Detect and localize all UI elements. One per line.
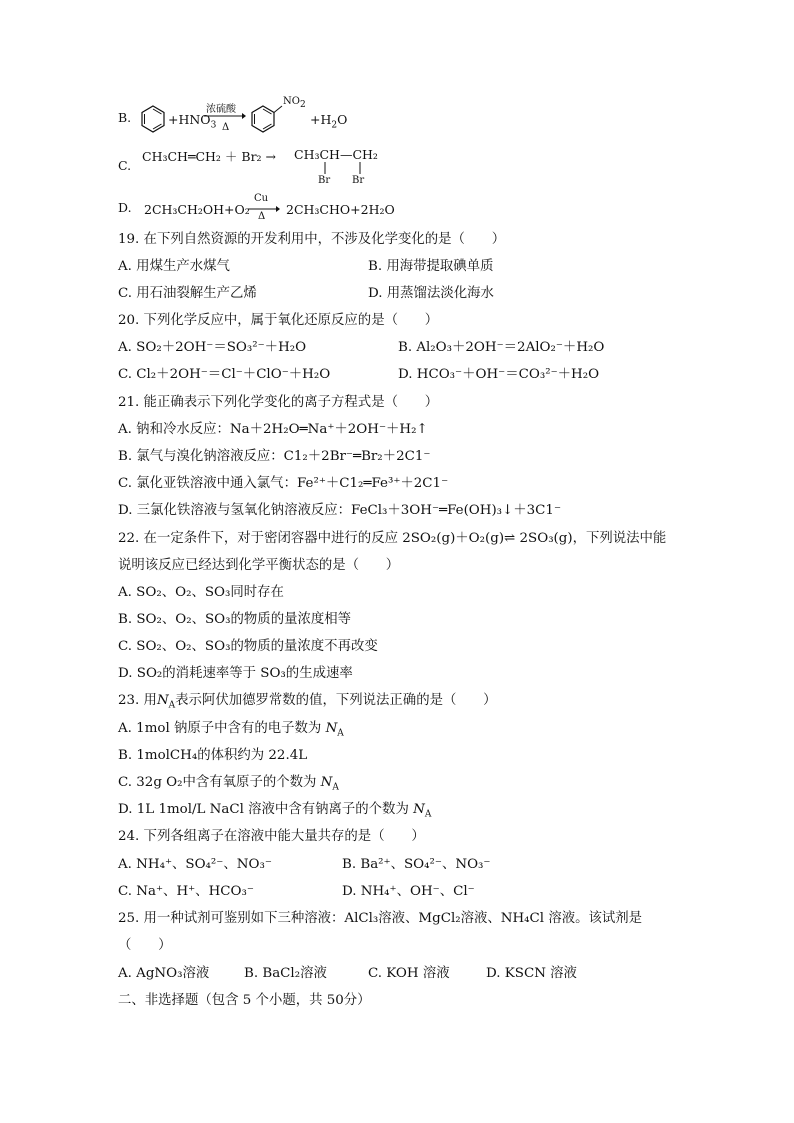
question-21-option-a: A. 钠和冷水反应：Na＋2H₂O═Na⁺＋2OH⁻＋H₂↑ xyxy=(118,422,428,437)
reaction-b-condition-top: 浓硫酸 xyxy=(206,104,236,115)
question-24-option-b: B. Ba²⁺、SO₄²⁻、NO₃⁻ xyxy=(342,857,491,872)
reaction-d-label: D. xyxy=(118,200,132,215)
question-23-option-b: B. 1molCH₄的体积约为 22.4L xyxy=(118,748,308,763)
reaction-c-label: C. xyxy=(118,158,132,173)
reaction-b-label: B. xyxy=(118,110,132,125)
question-20-option-d: D. HCO₃⁻＋OH⁻＝CO₃²⁻＋H₂O xyxy=(398,367,600,382)
reaction-d-reactant: 2CH₃CH₂OH+O₂ xyxy=(144,202,250,217)
reaction-b-product: $+H_2O$ xyxy=(310,112,348,131)
benzene-ring-icon xyxy=(138,104,168,134)
question-22-option-a: A. SO₂、O₂、SO₃同时存在 xyxy=(118,585,284,600)
question-22-stem: 22. 在一定条件下，对于密闭容器中进行的反应 2SO₂(g)＋O₂(g)⇌ 2SO₃(g)，下列说法中能 xyxy=(118,531,667,546)
reaction-b-reactant: $+HNO_3$ xyxy=(168,112,217,131)
question-19-option-a: A. 用煤生产水煤气 xyxy=(118,259,230,274)
reaction-b-arrow-icon xyxy=(204,112,246,120)
question-19-option-c: C. 用石油裂解生产乙烯 xyxy=(118,286,257,301)
question-25-option-b: B. BaCl₂溶液 xyxy=(244,966,327,981)
question-24-stem: 24. 下列各组离子在溶液中能大量共存的是（ ） xyxy=(118,829,425,844)
section-2-heading: 二、非选择题（包含 5 个小题，共 50分） xyxy=(118,993,371,1008)
reaction-d-product: 2CH₃CHO+2H₂O xyxy=(286,202,395,217)
question-22-option-d: D. SO₂的消耗速率等于 SO₃的生成速率 xyxy=(118,666,353,681)
question-25-stem-cont: （ ） xyxy=(118,938,172,953)
question-23-option-d: D. 1L 1mol/L NaCl 溶液中含有钠离子的个数为 $N_A$ xyxy=(118,802,432,820)
reaction-c-bonds-icon xyxy=(294,160,384,176)
question-22-option-b: B. SO₂、O₂、SO₃的物质的量浓度相等 xyxy=(118,612,352,627)
question-24-option-d: D. NH₄⁺、OH⁻、Cl⁻ xyxy=(342,884,475,899)
question-21-stem: 21. 能正确表示下列化学变化的离子方程式是（ ） xyxy=(118,395,439,410)
question-25-option-a: A. AgNO₃溶液 xyxy=(118,966,210,981)
question-19-option-d: D. 用蒸馏法淡化海水 xyxy=(368,286,494,301)
question-22-stem-cont: 说明该反应已经达到化学平衡状态的是（ ） xyxy=(118,558,400,573)
question-21-option-b: B. 氯气与溴化钠溶液反应：C1₂＋2Br⁻═Br₂＋2C1⁻ xyxy=(118,449,431,464)
question-23-option-c: C. 32g O₂中含有氧原子的个数为 $N_A$ xyxy=(118,775,339,793)
question-19-option-b: B. 用海带提取碘单质 xyxy=(368,259,494,274)
reaction-c-reactant: CH₃CH═CH₂ ＋ Br₂ → xyxy=(142,149,277,164)
question-21-option-c: C. 氯化亚铁溶液中通入氯气：Fe²⁺＋C1₂═Fe³⁺＋2C1⁻ xyxy=(118,476,449,491)
reaction-d-condition-top: Cu xyxy=(254,193,269,204)
question-22-option-c: C. SO₂、O₂、SO₃的物质的量浓度不再改变 xyxy=(118,639,378,654)
question-21-option-d: D. 三氯化铁溶液与氢氧化钠溶液反应：FeCl₃＋3OH⁻═Fe(OH)₃↓＋3C1⁻ xyxy=(118,503,562,518)
question-25-option-d: D. KSCN 溶液 xyxy=(486,966,577,981)
question-20-stem: 20. 下列化学反应中，属于氧化还原反应的是（ ） xyxy=(118,313,439,328)
question-19-stem: 19. 在下列自然资源的开发利用中，不涉及化学变化的是（ ） xyxy=(118,232,506,247)
reaction-c-br1: Br xyxy=(318,175,331,186)
reaction-c-product: CH₃CH—CH₂ xyxy=(294,147,378,162)
question-20-option-b: B. Al₂O₃＋2OH⁻＝2AlO₂⁻＋H₂O xyxy=(398,340,605,355)
reaction-c-br2: Br xyxy=(352,175,365,186)
nitrobenzene-ring-icon xyxy=(248,104,288,134)
question-23-stem: 23. 用$N_A$表示阿伏加德罗常数的值，下列说法正确的是（ ） xyxy=(118,693,497,711)
question-24-option-a: A. NH₄⁺、SO₄²⁻、NO₃⁻ xyxy=(118,857,272,872)
question-20-option-c: C. Cl₂＋2OH⁻＝Cl⁻＋ClO⁻＋H₂O xyxy=(118,367,331,382)
question-20-option-a: A. SO₂＋2OH⁻＝SO₃²⁻＋H₂O xyxy=(118,340,307,355)
reaction-b-condition-bottom: Δ xyxy=(222,122,230,133)
reaction-d-condition-bottom: Δ xyxy=(258,211,266,222)
reaction-b-substituent: $NO_2$ xyxy=(283,96,306,110)
question-23-option-a: A. 1mol 钠原子中含有的电子数为 $N_A$ xyxy=(118,721,344,739)
question-24-option-c: C. Na⁺、H⁺、HCO₃⁻ xyxy=(118,884,254,899)
question-25-stem: 25. 用一种试剂可鉴别如下三种溶液：AlCl₃溶液、MgCl₂溶液、NH₄Cl 溶液。该试剂是 xyxy=(118,911,643,926)
question-25-option-c: C. KOH 溶液 xyxy=(368,966,450,981)
